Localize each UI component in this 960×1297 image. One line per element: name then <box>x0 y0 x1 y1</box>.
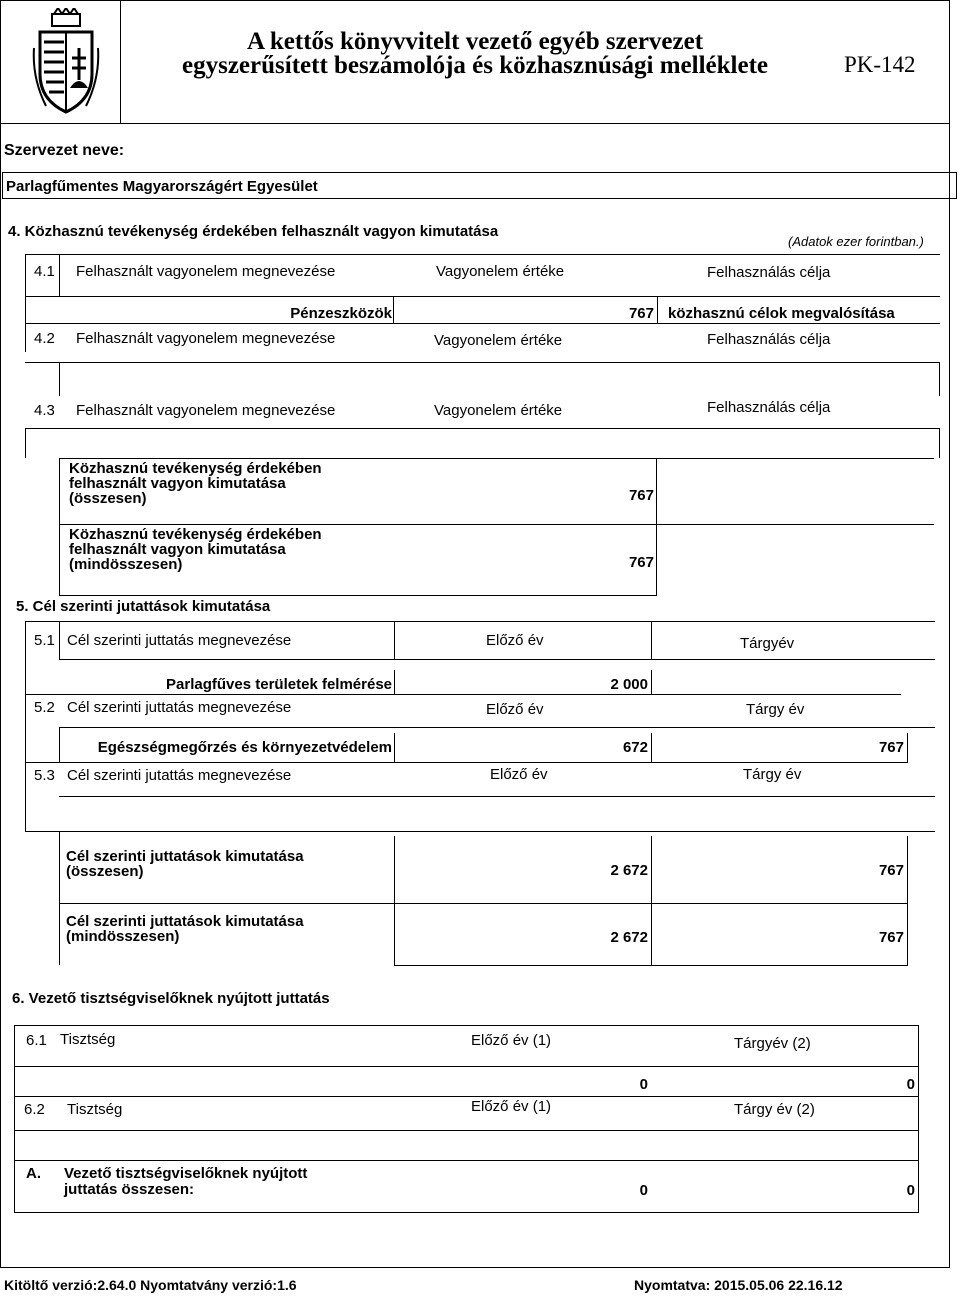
row-4-3-number: 4.3 <box>34 402 55 419</box>
row-5-3-col-curr: Tárgy év <box>743 766 802 783</box>
s6-total-number: A. <box>26 1165 41 1182</box>
row-5-3-number: 5.3 <box>34 767 55 784</box>
form-title-line2: egyszerűsített beszámolója és közhasznúsági melléklete <box>182 52 768 79</box>
row-6-1-col-curr: Tárgyév (2) <box>734 1035 811 1052</box>
s5-grand-label-1: Cél szerinti juttatások kimutatása <box>66 913 304 930</box>
s5-total-label-1: Cél szerinti juttatások kimutatása <box>66 848 304 865</box>
row-5-2-prev: 672 <box>622 739 648 756</box>
coat-of-arms-emblem <box>32 8 100 116</box>
s4-total-value: 767 <box>628 487 654 504</box>
row-5-1-col-name: Cél szerinti juttatás megnevezése <box>67 632 292 649</box>
s5-total-prev: 2 672 <box>610 862 648 879</box>
row-4-3-col-name: Felhasznált vagyonelem megnevezése <box>76 402 336 419</box>
s5-grand-prev: 2 672 <box>610 929 648 946</box>
row-5-1-prev: 2 000 <box>610 676 648 693</box>
s5-grand-label-2: (mindösszesen) <box>66 928 180 945</box>
row-5-2-number: 5.2 <box>34 699 55 716</box>
form-code: PK-142 <box>844 52 916 77</box>
s6-total-label-2: juttatás összesen: <box>64 1181 195 1198</box>
row-5-1-item: Parlagfűves területek felmérése <box>166 676 392 693</box>
header-divider <box>120 0 121 124</box>
s6-total-prev: 0 <box>639 1182 648 1199</box>
row-5-3-col-prev: Előző év <box>490 766 548 783</box>
s6-total-label-1: Vezető tisztségviselőknek nyújtott <box>64 1165 308 1182</box>
row-6-1-col-name: Tisztség <box>60 1031 116 1048</box>
page-frame <box>0 124 950 1268</box>
footer-printed: Nyomtatva: 2015.05.06 22.16.12 <box>634 1277 843 1293</box>
row-4-1-item: Pénzeszközök <box>290 305 392 322</box>
row-4-1-value: 767 <box>628 305 654 322</box>
s4-grand-label-1: Közhasznú tevékenység érdekében <box>69 526 322 543</box>
section6-title: 6. Vezető tisztségviselőknek nyújtott juttatás <box>12 990 330 1007</box>
form-title-line1: A kettős könyvvitelt vezető egyéb szervezet <box>246 28 704 55</box>
row-4-2-col-name: Felhasznált vagyonelem megnevezése <box>76 330 336 347</box>
row-5-1-col-prev: Előző év <box>486 632 544 649</box>
row-4-1-number: 4.1 <box>34 263 55 280</box>
row-5-2-col-name: Cél szerinti juttatás megnevezése <box>67 699 292 716</box>
s4-grand-label-2: felhasznált vagyon kimutatása <box>69 541 286 558</box>
row-4-1-purpose: közhasznú célok megvalósítása <box>668 305 895 322</box>
row-5-1-col-curr: Tárgyév <box>740 635 795 652</box>
row-4-3-col-value: Vagyonelem értéke <box>434 402 563 419</box>
s4-total-label-3: (összesen) <box>69 490 147 507</box>
row-4-1-col-name: Felhasznált vagyonelem megnevezése <box>76 263 336 280</box>
row-6-1-prev: 0 <box>639 1076 648 1093</box>
section5-title: 5. Cél szerinti jutattások kimutatása <box>16 598 271 615</box>
row-5-1-number: 5.1 <box>34 632 55 649</box>
row-6-2-col-name: Tisztség <box>67 1101 123 1118</box>
s5-total-label-2: (összesen) <box>66 863 144 880</box>
row-6-2-number: 6.2 <box>24 1101 45 1118</box>
row-4-2-col-purpose: Felhasználás célja <box>707 331 831 348</box>
s6-total-curr: 0 <box>906 1182 915 1199</box>
s4-grand-label-3: (mindösszesen) <box>69 556 183 573</box>
row-5-3-col-name: Cél szerinti jutattás megnevezése <box>67 767 292 784</box>
org-label: Szervezet neve: <box>4 142 125 159</box>
row-4-1-col-value: Vagyonelem értéke <box>436 263 565 280</box>
row-4-3-col-purpose: Felhasználás célja <box>707 399 831 416</box>
row-4-1-col-purpose: Felhasználás célja <box>707 264 831 281</box>
s5-total-curr: 767 <box>878 862 904 879</box>
row-5-2-col-prev: Előző év <box>486 701 544 718</box>
row-6-2-col-prev: Előző év (1) <box>471 1098 552 1115</box>
row-6-1-col-prev: Előző év (1) <box>471 1032 552 1049</box>
row-6-2-col-curr: Tárgy év (2) <box>734 1101 815 1118</box>
row-4-2-col-value: Vagyonelem értéke <box>434 332 563 349</box>
s4-grand-value: 767 <box>628 554 654 571</box>
row-6-1-curr: 0 <box>906 1076 915 1093</box>
row-5-2-curr: 767 <box>878 739 904 756</box>
org-name: Parlagfűmentes Magyarországért Egyesület <box>6 178 318 195</box>
row-5-2-item: Egészségmegőrzés és környezetvédelem <box>97 739 392 756</box>
s4-total-label-1: Közhasznú tevékenység érdekében <box>69 460 322 477</box>
unit-note: (Adatok ezer forintban.) <box>788 234 924 249</box>
row-6-1-number: 6.1 <box>26 1032 47 1049</box>
s5-grand-curr: 767 <box>878 929 904 946</box>
row-5-2-col-curr: Tárgy év <box>746 701 805 718</box>
section4-title: 4. Közhasznú tevékenység érdekében felhasznált vagyon kimutatása <box>8 223 499 240</box>
s4-total-label-2: felhasznált vagyon kimutatása <box>69 475 286 492</box>
footer-version: Kitöltő verzió:2.64.0 Nyomtatvány verzió:1.6 <box>4 1277 297 1293</box>
row-4-2-number: 4.2 <box>34 330 55 347</box>
